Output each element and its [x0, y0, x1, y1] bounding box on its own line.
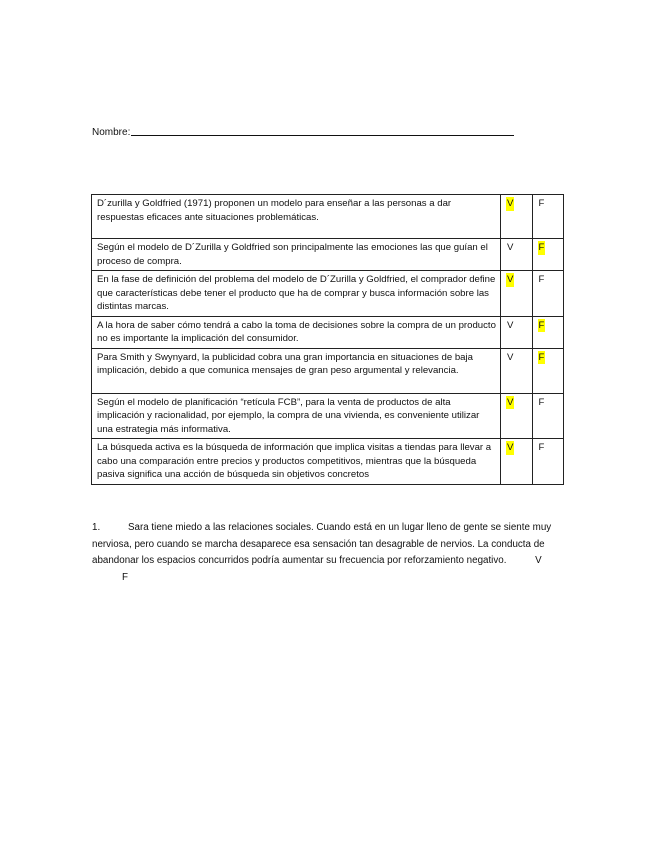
- option-f-cell[interactable]: [532, 195, 564, 239]
- statement-cell: La búsqueda activa es la búsqueda de información que implica visitas a tiendas para llevar a cabo una comparación entre precios y productos competitivos, mientras que la búsqueda pasiva significa una acción de búsqueda sin objetivos concretos: [92, 439, 501, 485]
- option-v-cell[interactable]: [501, 393, 532, 439]
- statement-cell: Según el modelo de planificación “retícula FCB”, para la venta de productos de alta implicación y racionalidad, por ejemplo, la compra de una vivienda, es conveniente utilizar una estrategia más informativa.: [92, 393, 501, 439]
- name-field-line: [92, 125, 514, 138]
- option-v-cell[interactable]: [501, 195, 532, 239]
- question-1-option-v[interactable]: V: [535, 555, 542, 566]
- option-v-cell[interactable]: [501, 271, 532, 317]
- statement-cell: D´zurilla y Goldfried (1971) proponen un modelo para enseñar a las personas a dar respuestas eficaces ante situaciones problemáticas.: [92, 195, 501, 239]
- option-f-mark[interactable]: F: [538, 351, 545, 363]
- option-f-cell[interactable]: [532, 239, 564, 271]
- table-row: [92, 439, 564, 485]
- option-f-cell[interactable]: [532, 439, 564, 485]
- question-1-paragraph: [92, 520, 566, 586]
- true-false-table: [91, 194, 564, 485]
- name-blank-underline[interactable]: [131, 125, 514, 136]
- option-f-mark[interactable]: F: [538, 442, 545, 453]
- question-1-number: 1.: [92, 522, 101, 533]
- option-v-mark[interactable]: V: [507, 198, 514, 209]
- option-v-mark[interactable]: V: [507, 274, 514, 285]
- option-v-cell[interactable]: [501, 348, 532, 393]
- question-1-text: Sara tiene miedo a las relaciones sociales. Cuando está en un lugar lleno de gente se siente muy nerviosa, pero cuando se marcha desaparece esa sensación tan desagrable de nervios. La conducta de abandonar los espacios concurridos podría aumentar su frecuencia por reforzamiento negativo.: [92, 522, 552, 566]
- option-f-mark[interactable]: F: [538, 396, 545, 408]
- statement-cell: Para Smith y Swynyard, la publicidad cobra una gran importancia en situaciones de baja implicación, debido a que comunica mensajes de gran peso argumental y relevancia.: [92, 348, 501, 393]
- option-f-cell[interactable]: [532, 348, 564, 393]
- table-row: [92, 271, 564, 317]
- option-f-cell[interactable]: [532, 316, 564, 348]
- statement-cell: Según el modelo de D´Zurilla y Goldfried son principalmente las emociones las que guían el proceso de compra.: [92, 239, 501, 271]
- option-v-mark[interactable]: V: [507, 442, 514, 453]
- option-v-mark[interactable]: V: [507, 351, 514, 363]
- option-f-mark[interactable]: F: [538, 274, 545, 285]
- option-v-cell[interactable]: [501, 239, 532, 271]
- table-row: [92, 393, 564, 439]
- option-v-mark[interactable]: V: [507, 396, 514, 408]
- table-row: [92, 239, 564, 271]
- name-label: Nombre:: [92, 127, 131, 138]
- table-row: [92, 195, 564, 239]
- option-f-mark[interactable]: F: [538, 198, 545, 209]
- option-f-mark[interactable]: F: [538, 319, 545, 331]
- question-1-option-f[interactable]: F: [122, 571, 128, 583]
- table-row: [92, 316, 564, 348]
- statement-cell: A la hora de saber cómo tendrá a cabo la toma de decisiones sobre la compra de un producto no es importante la implicación del consumidor.: [92, 316, 501, 348]
- option-f-cell[interactable]: [532, 271, 564, 317]
- option-f-mark[interactable]: F: [538, 242, 545, 253]
- option-v-cell[interactable]: [501, 439, 532, 485]
- table-row: [92, 348, 564, 393]
- option-f-cell[interactable]: [532, 393, 564, 439]
- option-v-cell[interactable]: [501, 316, 532, 348]
- statement-cell: En la fase de definición del problema del modelo de D´Zurilla y Goldfried, el comprador define que características debe tener el producto que ha de comprar y busca información sobre las distintas marcas.: [92, 271, 501, 317]
- option-v-mark[interactable]: V: [507, 319, 514, 331]
- option-v-mark[interactable]: V: [507, 242, 514, 253]
